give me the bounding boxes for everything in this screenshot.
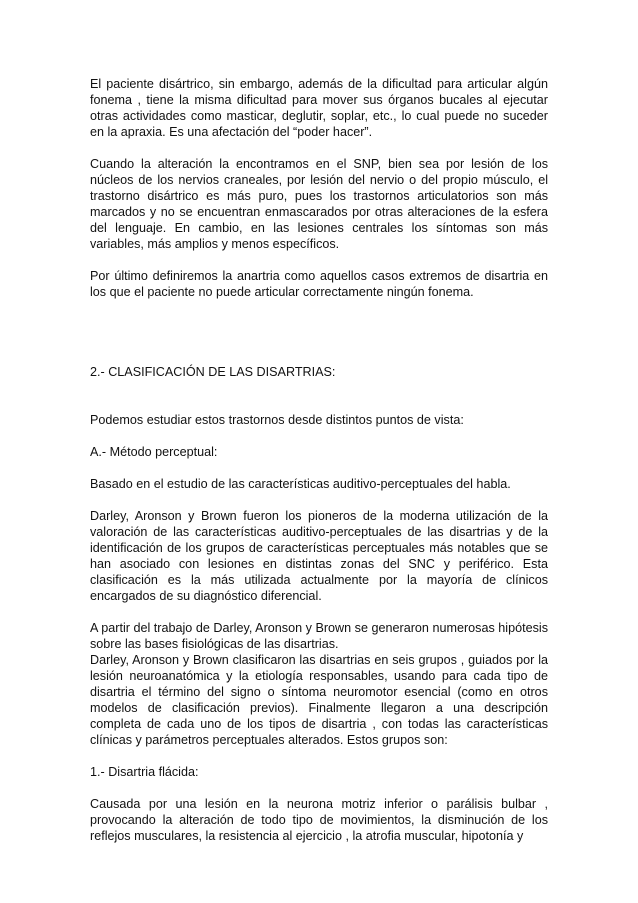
paragraph-flaccid-cause: Causada por una lesión en la neurona motriz inferior o parálisis bulbar , provocando la alteración de todo tipo de movimientos, la disminución de los reflejos musculares, la resistencia al ejercicio , la atrofia muscular, hipotonía y	[90, 797, 548, 843]
paragraph-six-groups: Darley, Aronson y Brown clasificaron las disartrias en seis grupos , guiados por la lesión neuroanatómica y la etiología responsables, usando para cada tipo de disartria el término del signo o síntoma neuromotor esencial (como en otros modelos de clasificación previos). Finalmente llegaron a una descripción completa de cada uno de los tipos de disartria , con todas las características clínicas y parámetros perceptuales alterados. Estos grupos son:	[90, 653, 548, 747]
paragraph-snp-alteration: Cuando la alteración la encontramos en el SNP, bien sea por lesión de los núcleos de los nervios craneales, por lesión del nervio o del propio músculo, el trastorno disártrico es más puro, pues los trastornos articulatorios son más marcados y no se encuentran enmascarados por otras alteraciones de la esfera del lenguaje. En cambio, en las lesiones centrales los síntomas son más variables, más amplios y menos específicos.	[90, 157, 548, 251]
subheading-flaccid-dysarthria: 1.- Disartria flácida:	[90, 765, 199, 779]
subheading-perceptual-method: A.- Método perceptual:	[90, 445, 218, 459]
paragraph-anarthria-definition: Por último definiremos la anartria como aquellos casos extremos de disartria en los que el paciente no puede articular correctamente ningún fonema.	[90, 269, 548, 299]
section-heading-classification: 2.- CLASIFICACIÓN DE LAS DISARTRIAS:	[90, 365, 336, 379]
paragraph-dysarthric-patient: El paciente disártrico, sin embargo, además de la dificultad para articular algún fonema , tiene la misma dificultad para mover sus órganos bucales al ejecutar otras actividades como masticar, deglutir, soplar, etc., lo cual puede no suceder en la apraxia. Es una afectación del “poder hacer”.	[90, 77, 548, 139]
paragraph-darley-pioneers: Darley, Aronson y Brown fueron los pioneros de la moderna utilización de la valoración de las características auditivo-perceptuales de las disartrias y de la identificación de los grupos de características perceptuales más notables que se han asociado con lesiones en distintas zonas del SNC y periférico. Esta clasificación es la más utilizada actualmente por la mayoría de clínicos encargados de su diagnóstico diferencial.	[90, 509, 548, 603]
paragraph-hypotheses: A partir del trabajo de Darley, Aronson y Brown se generaron numerosas hipótesis sobre las bases fisiológicas de las disartrias.	[90, 621, 548, 651]
blank-space	[90, 396, 548, 412]
paragraph-perceptual-basis: Basado en el estudio de las características auditivo-perceptuales del habla.	[90, 477, 511, 491]
paragraph-points-of-view: Podemos estudiar estos trastornos desde distintos puntos de vista:	[90, 413, 464, 427]
blank-space	[90, 300, 548, 364]
document-page	[90, 76, 548, 860]
